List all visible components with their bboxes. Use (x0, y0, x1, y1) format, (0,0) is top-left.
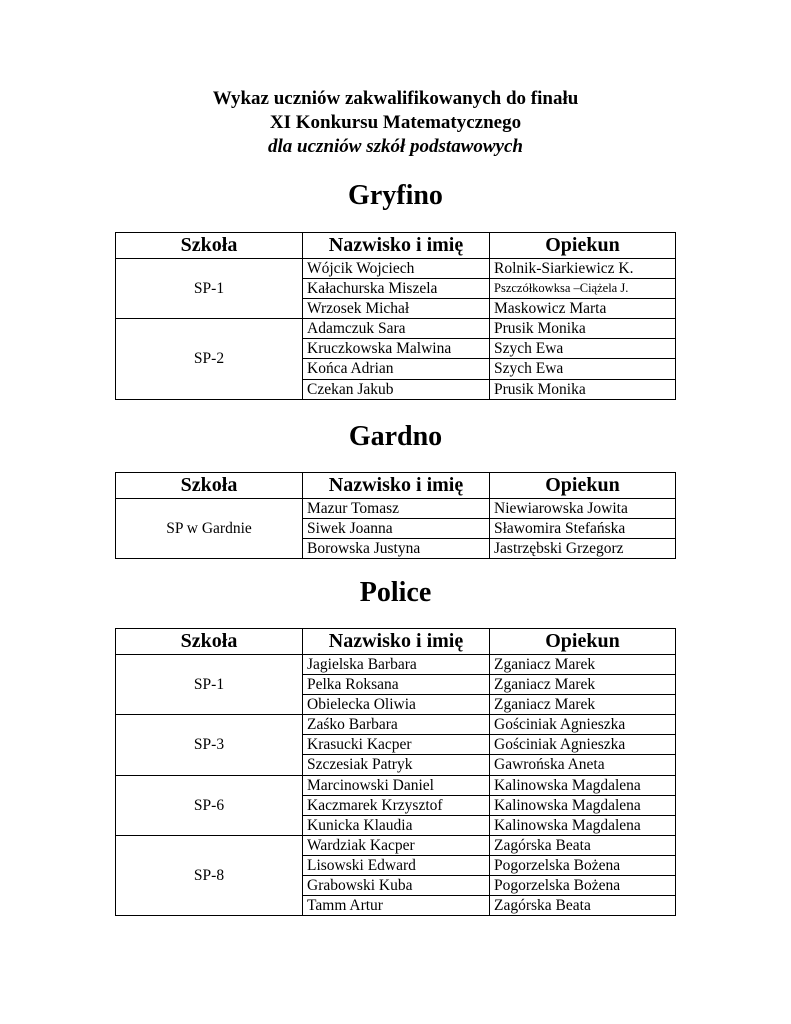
school-cell: SP-8 (116, 835, 303, 915)
student-name-cell: Wardziak Kacper (303, 835, 490, 855)
student-name-cell: Wrzosek Michał (303, 299, 490, 319)
student-name-cell: Lisowski Edward (303, 855, 490, 875)
tutor-cell: Maskowicz Marta (490, 299, 676, 319)
tutor-cell: Sławomira Stefańska (490, 519, 676, 539)
tutor-cell: Prusik Monika (490, 379, 676, 399)
column-header-name: Nazwisko i imię (303, 473, 490, 499)
table-row (116, 319, 676, 339)
student-name-cell: Końca Adrian (303, 359, 490, 379)
header-line-2: XI Konkursu Matematycznego (269, 112, 522, 133)
city-heading-gardno: Gardno (348, 421, 443, 452)
column-header-tutor: Opiekun (490, 629, 676, 655)
city-heading-police: Police (359, 577, 432, 608)
column-header-school: Szkoła (116, 629, 303, 655)
table-header-row (116, 233, 676, 259)
tutor-cell: Pszczółkowksa –Ciążela J. (490, 279, 676, 299)
table-header-row (116, 473, 676, 499)
tutor-cell: Zagórska Beata (490, 896, 676, 916)
header-line-3: dla uczniów szkół podstawowych (268, 136, 523, 157)
table-row (116, 259, 676, 279)
tutor-cell: Zganiacz Marek (490, 675, 676, 695)
student-name-cell: Marcinowski Daniel (303, 775, 490, 795)
tutor-cell: Gościniak Agnieszka (490, 715, 676, 735)
tutor-cell: Pogorzelska Bożena (490, 876, 676, 896)
student-name-cell: Tamm Artur (303, 896, 490, 916)
tutor-cell: Gawrońska Aneta (490, 755, 676, 775)
student-name-cell: Kałachurska Miszela (303, 279, 490, 299)
student-name-cell: Siwek Joanna (303, 519, 490, 539)
city-heading-gryfino: Gryfino (348, 180, 443, 211)
tutor-cell: Zganiacz Marek (490, 655, 676, 675)
results-table-gryfino (115, 232, 676, 400)
tutor-cell: Rolnik-Siarkiewicz K. (490, 259, 676, 279)
column-header-name: Nazwisko i imię (303, 629, 490, 655)
student-name-cell: Szczesiak Patryk (303, 755, 490, 775)
tutor-cell: Gościniak Agnieszka (490, 735, 676, 755)
school-cell: SP-3 (116, 715, 303, 775)
tutor-cell: Szych Ewa (490, 359, 676, 379)
school-cell: SP-1 (116, 655, 303, 715)
student-name-cell: Adamczuk Sara (303, 319, 490, 339)
tutor-cell: Kalinowska Magdalena (490, 815, 676, 835)
results-table-police (115, 628, 676, 916)
tutor-cell: Niewiarowska Jowita (490, 499, 676, 519)
column-header-school: Szkoła (116, 233, 303, 259)
student-name-cell: Czekan Jakub (303, 379, 490, 399)
student-name-cell: Krasucki Kacper (303, 735, 490, 755)
student-name-cell: Jagielska Barbara (303, 655, 490, 675)
tutor-cell: Zagórska Beata (490, 835, 676, 855)
student-name-cell: Zaśko Barbara (303, 715, 490, 735)
student-name-cell: Kruczkowska Malwina (303, 339, 490, 359)
tutor-cell: Kalinowska Magdalena (490, 795, 676, 815)
column-header-tutor: Opiekun (490, 473, 676, 499)
student-name-cell: Pelka Roksana (303, 675, 490, 695)
tutor-cell: Zganiacz Marek (490, 695, 676, 715)
results-table-gardno (115, 472, 676, 559)
document-header (0, 87, 791, 159)
column-header-school: Szkoła (116, 473, 303, 499)
student-name-cell: Wójcik Wojciech (303, 259, 490, 279)
student-name-cell: Grabowski Kuba (303, 876, 490, 896)
school-cell: SP-2 (116, 319, 303, 399)
student-name-cell: Mazur Tomasz (303, 499, 490, 519)
table-row (116, 499, 676, 519)
student-name-cell: Obielecka Oliwia (303, 695, 490, 715)
student-name-cell: Kunicka Klaudia (303, 815, 490, 835)
tutor-cell: Pogorzelska Bożena (490, 855, 676, 875)
school-cell: SP w Gardnie (116, 499, 303, 559)
school-cell: SP-1 (116, 259, 303, 319)
student-name-cell: Kaczmarek Krzysztof (303, 795, 490, 815)
tutor-cell: Szych Ewa (490, 339, 676, 359)
tutor-cell: Kalinowska Magdalena (490, 775, 676, 795)
tutor-cell: Prusik Monika (490, 319, 676, 339)
table-row (116, 775, 676, 795)
table-header-row (116, 629, 676, 655)
table-row (116, 715, 676, 735)
table-row (116, 655, 676, 675)
table-row (116, 835, 676, 855)
column-header-name: Nazwisko i imię (303, 233, 490, 259)
school-cell: SP-6 (116, 775, 303, 835)
student-name-cell: Borowska Justyna (303, 539, 490, 559)
column-header-tutor: Opiekun (490, 233, 676, 259)
tutor-cell: Jastrzębski Grzegorz (490, 539, 676, 559)
header-line-1: Wykaz uczniów zakwalifikowanych do finału (212, 88, 579, 109)
